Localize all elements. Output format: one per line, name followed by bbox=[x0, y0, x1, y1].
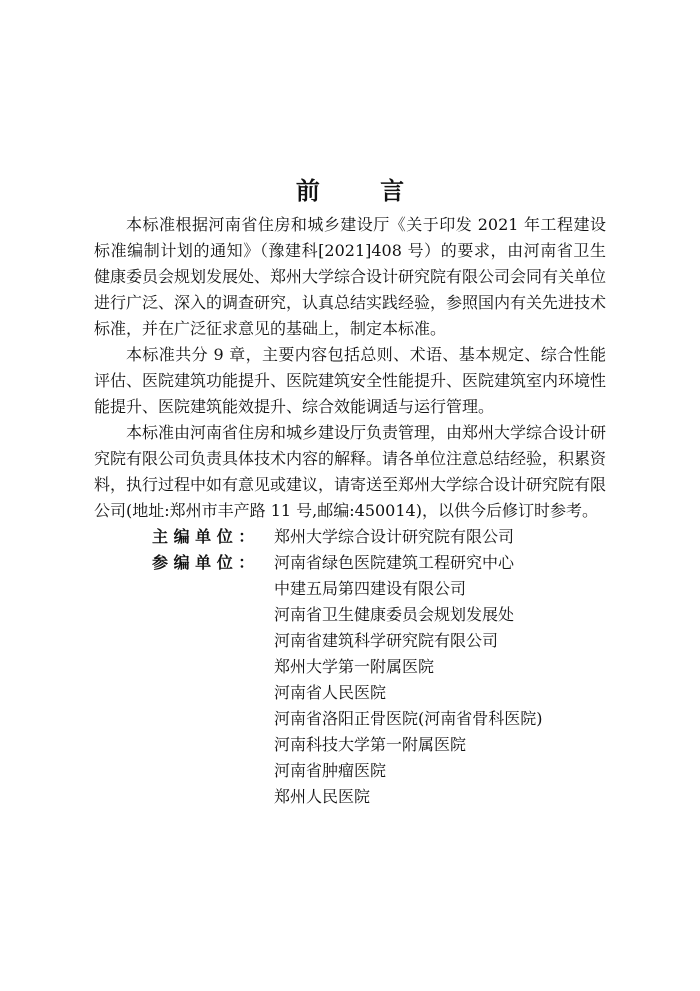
participant-unit: 郑州人民医院 bbox=[274, 787, 371, 806]
units-section bbox=[94, 524, 606, 810]
participants-label bbox=[94, 550, 274, 576]
chief-editor-colon: ： bbox=[238, 527, 255, 546]
participants-list bbox=[274, 550, 543, 810]
participants-colon: ： bbox=[238, 553, 255, 572]
preface-body bbox=[94, 212, 606, 810]
participant-unit: 河南省绿色医院建筑工程研究中心 bbox=[274, 553, 515, 572]
participant-unit: 河南省卫生健康委员会规划发展处 bbox=[274, 605, 515, 624]
participant-unit: 中建五局第四建设有限公司 bbox=[274, 579, 467, 598]
paragraph-basis: 本标准根据河南省住房和城乡建设厅《关于印发 2021 年工程建设标准编制计划的通知》（豫建科[2021]408 号）的要求，由河南省卫生健康委员会规划发展处、郑州大学综合设计研究院有限公司会同有关单位进行广泛、深入的调查研究，认真总结实践经验，参照国内有关先进技术标准，并在广泛征求意见的基础上，制定本标准。 bbox=[94, 215, 607, 338]
chief-editor-list bbox=[274, 524, 514, 550]
participant-unit: 河南科技大学第一附属医院 bbox=[274, 735, 467, 754]
chief-editor-label bbox=[94, 524, 274, 550]
participants-row bbox=[94, 550, 606, 810]
participant-unit: 郑州大学第一附属医院 bbox=[274, 657, 435, 676]
paragraph-management: 本标准由河南省住房和城乡建设厅负责管理，由郑州大学综合设计研究院有限公司负责具体技术内容的解释。请各单位注意总结经验，积累资料，执行过程中如有意见或建议，请寄送至郑州大学综合设计研究院有限公司(地址:郑州市丰产路 11 号,邮编:450014)，以供今后修订时参考。 bbox=[94, 423, 607, 520]
participant-unit: 河南省人民医院 bbox=[274, 683, 387, 702]
participants-label-text: 参 编 单 位 bbox=[152, 553, 233, 572]
participant-unit: 河南省洛阳正骨医院(河南省骨科医院) bbox=[274, 709, 543, 728]
paragraph-contents: 本标准共分 9 章，主要内容包括总则、术语、基本规定、综合性能评估、医院建筑功能提升、医院建筑安全性能提升、医院建筑室内环境性能提升、医院建筑能效提升、综合效能调适与运行管理。 bbox=[94, 345, 607, 416]
chief-editor-label-text: 主 编 单 位 bbox=[152, 527, 233, 546]
chief-editor-row bbox=[94, 524, 606, 550]
participant-unit: 河南省肿瘤医院 bbox=[274, 761, 387, 780]
participant-unit: 河南省建筑科学研究院有限公司 bbox=[274, 631, 499, 650]
page-title: 前 言 bbox=[295, 176, 431, 206]
chief-editor-unit: 郑州大学综合设计研究院有限公司 bbox=[274, 527, 515, 546]
